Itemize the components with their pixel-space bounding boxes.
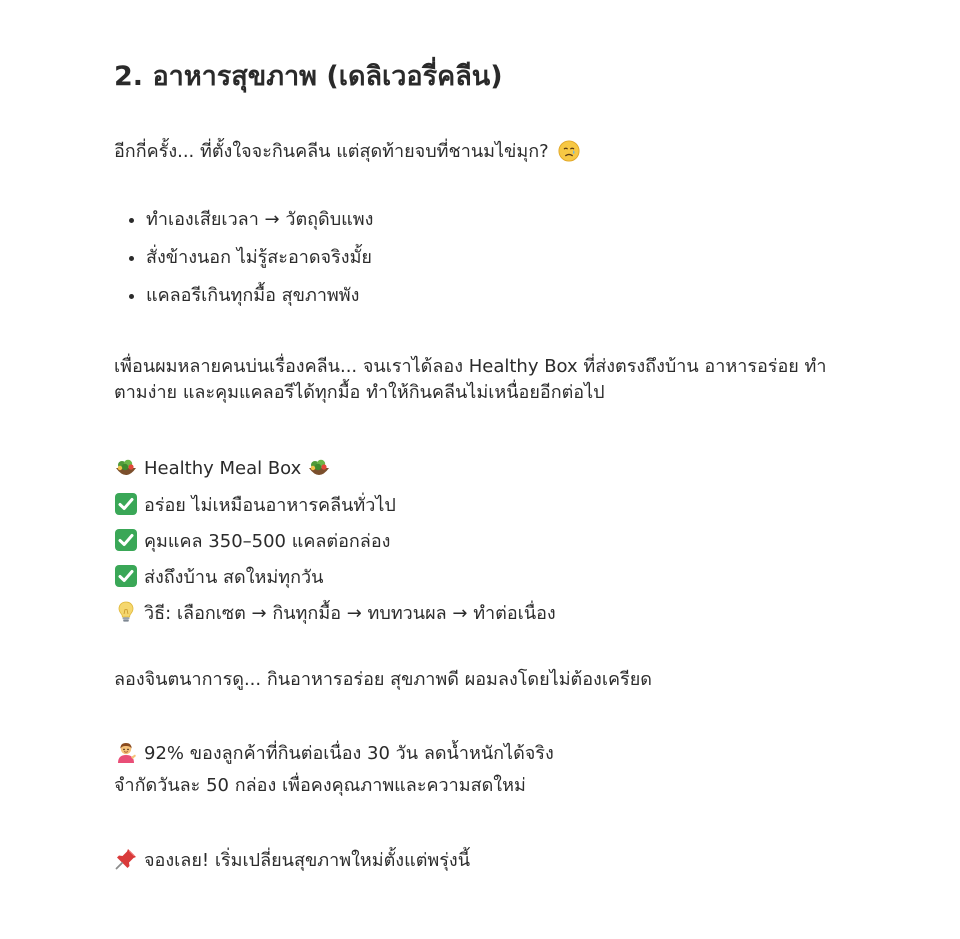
- pain-point-list: [114, 201, 844, 315]
- story-paragraph: เพื่อนผมหลายคนบ่นเรื่องคลีน... จนเราได้ลอง Healthy Box ที่ส่งตรงถึงบ้าน อาหารอร่อย ทำตามง่าย และคุมแคลอรีได้ทุกมื้อ ทำให้กินคลีนไม่เหนื่อยอีกต่อไป: [114, 356, 827, 403]
- intro-sentence: อีกกี่ครั้ง... ที่ตั้งใจจะกินคลีน แต่สุดท้ายจบที่ชานมไข่มุก?: [114, 141, 549, 162]
- cta-block: [114, 844, 844, 874]
- product-title: Healthy Meal Box: [144, 457, 302, 479]
- check-mark-icon: [114, 492, 138, 516]
- tip-text: วิธี: เลือกเซต → กินทุกมื้อ → ทบทวนผล → ทำต่อเนื่อง: [144, 602, 556, 624]
- section-heading: 2. อาหารสุขภาพ (เดลิเวอรี่คลีน): [114, 61, 503, 92]
- stat-line: [114, 768, 844, 800]
- pushpin-icon: [114, 847, 138, 871]
- feature-text: คุมแคล 350–500 แคลต่อกล่อง: [144, 530, 391, 552]
- feature-item: [114, 486, 844, 522]
- stat-text: 92% ของลูกค้าที่กินต่อเนื่อง 30 วัน ลดน้ำหนักได้จริง: [144, 742, 554, 764]
- salad-bowl-icon: [114, 456, 138, 480]
- stats-block: [114, 736, 844, 800]
- feature-text: อร่อย ไม่เหมือนอาหารคลีนทั่วไป: [144, 494, 396, 516]
- person-tipping-hand-icon: [114, 740, 138, 764]
- imagine-paragraph: ลองจินตนาการดู... กินอาหารอร่อย สุขภาพดี ผอมลงโดยไม่ต้องเครียด: [114, 669, 652, 690]
- list-item: • ทำเองเสียเวลา → วัตถุดิบแพง: [146, 201, 844, 239]
- list-item: • แคลอรีเกินทุกมื้อ สุขภาพพัง: [146, 277, 844, 315]
- article: [114, 58, 844, 874]
- salad-bowl-icon: [307, 456, 331, 480]
- check-mark-icon: [114, 528, 138, 552]
- feature-item: [114, 558, 844, 594]
- cta-line: [114, 844, 844, 874]
- stat-text: จำกัดวันละ 50 กล่อง เพื่อคงคุณภาพและความสดใหม่: [114, 774, 526, 796]
- product-title-row: [114, 450, 844, 486]
- stat-line: [114, 736, 844, 768]
- feature-item: [114, 522, 844, 558]
- intro-text: [114, 139, 844, 165]
- list-item: • สั่งข้างนอก ไม่รู้สะอาดจริงมั้ย: [146, 239, 844, 277]
- check-mark-icon: [114, 564, 138, 588]
- cta-text: จองเลย! เริ่มเปลี่ยนสุขภาพใหม่ตั้งแต่พรุ่งนี้: [144, 849, 471, 871]
- tip-item: [114, 594, 844, 630]
- light-bulb-icon: [114, 600, 138, 624]
- feature-text: ส่งถึงบ้าน สดใหม่ทุกวัน: [144, 566, 324, 588]
- product-block: [114, 450, 844, 630]
- sad-tear-face-icon: [558, 140, 580, 162]
